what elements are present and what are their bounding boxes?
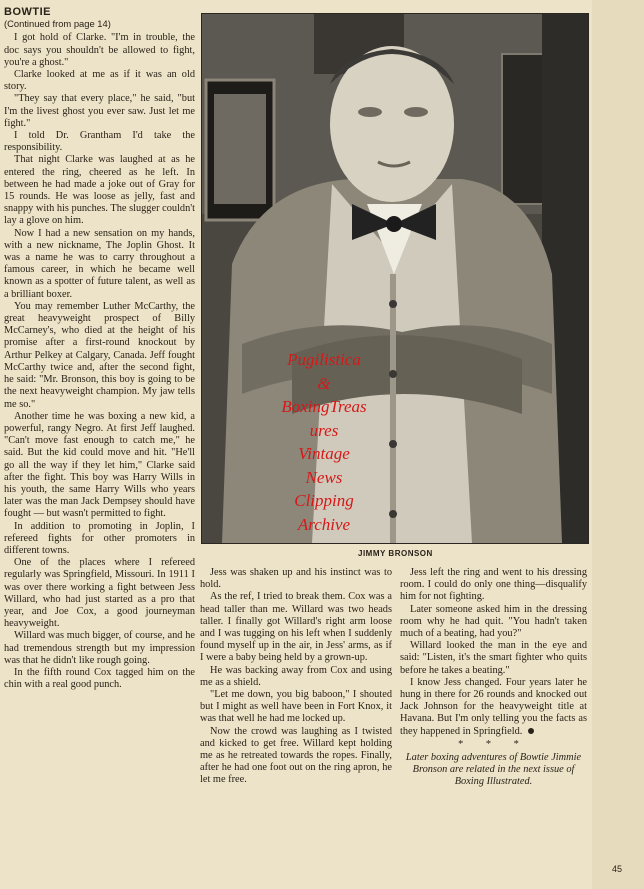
text-column-1 — [4, 6, 195, 691]
paragraph: I got hold of Clarke. "I'm in trouble, the doc says you shouldn't be allowed to fight, you're a ghost." — [4, 32, 195, 68]
paragraph: Now the crowd was laughing as I twisted and kicked to get free. Willard kept holding me as he retreated towards the ropes. Finally, after he had one foot out on the ring apron, he let me free. — [200, 725, 392, 786]
paragraph: He was backing away from Cox and using me as a shield. — [200, 664, 392, 688]
paragraph: "They say that every place," he said, "but I'm the livest ghost you ever saw. Just let me fight." — [4, 93, 195, 129]
page-number: 45 — [612, 864, 623, 874]
watermark-line: & — [317, 373, 331, 393]
paragraph: "Let me down, you big baboon," I shouted but I might as well have been in Fort Knox, it was that well he had me locked up. — [200, 689, 392, 725]
watermark — [264, 348, 384, 536]
section-title: BOWTIE — [4, 6, 51, 18]
portrait-photo — [201, 13, 589, 544]
paragraph-with-end-mark — [400, 677, 587, 738]
paragraph: One of the places where I refereed regularly was Springfield, Missouri. In 1911 I was over there working a fight between Jess Willard, who had just started as a pro that year, and Joe Cox, a good journeyman heavyweight. — [4, 557, 195, 630]
paragraph: Clarke looked at me as if it was an old story. — [4, 69, 195, 93]
paragraph: Jess was shaken up and his instinct was to hold. — [200, 567, 392, 591]
page-edge — [592, 0, 644, 889]
paragraph: Jess left the ring and went to his dressing room. I could do only one thing—disqualify him for not fighting. — [400, 567, 587, 603]
text-column-3 — [400, 567, 587, 789]
watermark-line: BoxingTreas — [281, 397, 367, 416]
watermark-line: Pugilistica — [287, 350, 361, 369]
paragraph: Now I had a new sensation on my hands, with a new nickname, The Joplin Ghost. It was a name he was to carry throughout a famous career, in which he became well known as a spotter of future talent, as well as a brilliant boxer. — [4, 227, 195, 300]
paragraph: That night Clarke was laughed at as he entered the ring, cheered as he left. In between he had made a joke out of Gray for 15 rounds. He was loose as jelly, fast and snappy with his punches. The slugger couldn't lay a glove on him. — [4, 154, 195, 227]
paragraph: Later someone asked him in the dressing room why he had quit. "You hadn't taken much of a beating, had you?" — [400, 603, 587, 640]
watermark-line: Archive — [297, 514, 351, 534]
paragraph: In addition to promoting in Joplin, I refereed fights for other promoters in different towns. — [4, 520, 195, 556]
section-break: * * * — [458, 738, 529, 750]
paragraph: You may remember Luther McCarthy, the great heavyweight prospect of Billy McCarney's, who died at the height of his promise after a first-round knockout by Arthur Pelkey at Calgary, Canada. Jeff fought McCarthy twice and, after the second fight, he said: "Mr. Bronson, this boy is going to be the next heavyweight champion. My jaw tells me so." — [4, 300, 195, 410]
paragraph: Another time he was boxing a new kid, a powerful, rangy Negro. At first Jeff laughed. "Can't move fast enough to catch me," he said. But the kid could move and hit. "He'll go all the way if they let him," Clarke said after the fight. This boy was Harry Wills in his youth, the same Harry Wills who years later was the man Jack Dempsey should have fought — but wasn't permitted to fight. — [4, 410, 195, 520]
watermark-line: News — [305, 467, 343, 487]
paragraph: Willard was much bigger, of course, and he had tremendous strength but my impression was that he didn't like rough going. — [4, 630, 195, 666]
end-mark-icon — [528, 728, 534, 734]
text-column-2 — [200, 567, 392, 787]
watermark-line: ures — [309, 420, 339, 440]
photo-caption: JIMMY BRONSON — [358, 549, 433, 558]
paragraph-text: I know Jess changed. Four years later he hung in there for 26 rounds and knocked out Jack Johnson for the heavyweight title at Havana. But I'm only telling you the facts as they happened in Springfield. — [400, 676, 587, 737]
portrait-illustration — [202, 14, 588, 543]
paragraph: Willard looked the man in the eye and said: "Listen, it's the smart fighter who quits before he takes a beating." — [400, 640, 587, 676]
watermark-line: Clipping — [294, 491, 354, 510]
paragraph: As the ref, I tried to break them. Cox was a head taller than me. Willard was two heads taller. I finally got Willard's right arm loose and I was tugging on his left when I suddenly found myself up in the air, in Jess' arms, as if I were a baby being held by a grown-up. — [200, 591, 392, 664]
continued-line: (Continued from page 14) — [4, 18, 111, 30]
watermark-line: Vintage — [298, 444, 350, 463]
closing-note: Later boxing adventures of Bowtie Jimmie Bronson are related in the next issue of Boxing Illustrated. — [405, 752, 582, 788]
paragraph: I told Dr. Grantham I'd take the responsibility. — [4, 130, 195, 154]
paragraph: In the fifth round Cox tagged him on the chin with a real good punch. — [4, 666, 195, 691]
